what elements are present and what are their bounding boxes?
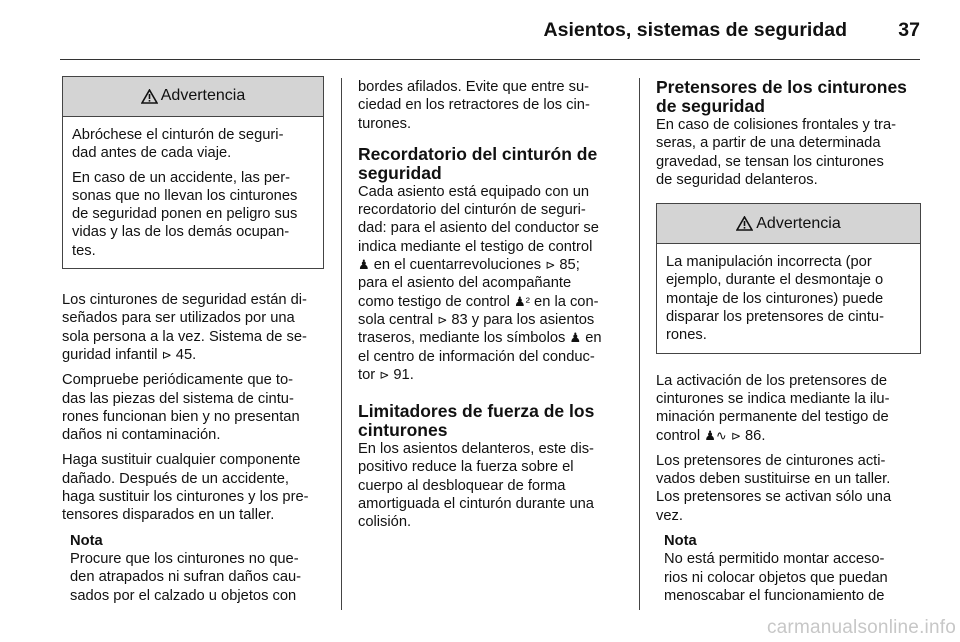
warning-body — [63, 117, 323, 268]
text-fragment: en — [585, 330, 602, 347]
text-line: para el asiento del acompañante — [358, 275, 572, 292]
text-line: En los asientos delanteros, este dis- — [358, 441, 594, 458]
text-line: dad: para el asiento del conductor se — [358, 220, 599, 237]
text-line: Los pretensores se activan sólo una — [656, 489, 892, 506]
heading-line: Recordatorio del cinturón de — [358, 143, 598, 164]
text-line: tes. — [72, 242, 96, 259]
text-line: Los cinturones de seguridad están di- — [62, 292, 307, 309]
section-heading — [656, 78, 921, 116]
text-line: La manipulación incorrecta (por — [666, 254, 872, 271]
text-line: ciedad en los retractores de los cin- — [358, 97, 590, 114]
text-line — [62, 346, 324, 364]
text-line: vez. — [656, 507, 683, 524]
text-line: indica mediante el testigo de control — [358, 238, 593, 255]
page-reference-link[interactable]: 85; — [559, 257, 580, 274]
note — [664, 532, 921, 605]
text-line: menoscabar el funcionamiento de — [664, 587, 885, 604]
text-line: sola persona a la vez. Sistema de se- — [62, 328, 307, 345]
column-divider — [639, 78, 640, 610]
body-paragraph — [358, 440, 622, 531]
text-line: cuerpo al desbloquear de forma — [358, 477, 566, 494]
text-fragment: tor — [358, 366, 376, 383]
watermark-logo: carmanualsonline.info — [766, 617, 956, 638]
body-paragraph — [656, 116, 921, 189]
column-2 — [358, 78, 622, 539]
page-reference-icon: ⊳ — [379, 367, 390, 382]
warning-box — [62, 76, 324, 269]
page-reference-icon: ⊳ — [161, 347, 172, 362]
heading-line: de seguridad — [656, 96, 765, 116]
column-1 — [62, 76, 324, 605]
text-line — [358, 293, 622, 311]
seatbelt-icon: ♟ — [358, 257, 370, 273]
text-fragment: traseros, mediante los símbolos — [358, 330, 566, 347]
text-line: de seguridad ponen en peligro sus — [72, 206, 298, 223]
text-line — [358, 256, 622, 274]
text-line: La activación de los pretensores de — [656, 372, 888, 389]
page-reference-link[interactable]: 91. — [393, 366, 414, 383]
column-divider — [341, 78, 342, 610]
text-line: colisión. — [358, 514, 412, 531]
text-line: seras, a partir de una determinada — [656, 135, 881, 152]
text-fragment: guridad infantil — [62, 346, 158, 363]
text-line: rones. — [666, 327, 707, 344]
body-paragraph — [62, 371, 324, 444]
text-line: tensores disparados en un taller. — [62, 507, 275, 524]
warning-body — [657, 244, 920, 352]
text-line — [358, 366, 622, 384]
warning-title: Advertencia — [756, 214, 841, 232]
note — [70, 532, 324, 605]
page-reference-icon: ⊳ — [730, 428, 741, 443]
text-line: sonas que no llevan los cinturones — [72, 187, 298, 204]
airbag-pretensioner-icon: ♟∿ — [704, 427, 727, 443]
warning-triangle-icon — [736, 216, 753, 231]
page-reference-icon: ⊳ — [545, 258, 556, 273]
warning-triangle-icon — [141, 89, 158, 104]
body-paragraph — [62, 451, 324, 524]
text-line: el centro de información del conduc- — [358, 348, 595, 365]
text-line: Cada asiento está equipado con un — [358, 183, 590, 200]
column-3 — [656, 78, 921, 605]
note-title: Nota — [664, 533, 697, 550]
text-line: gravedad, se tensan los cinturones — [656, 153, 884, 170]
text-line — [358, 329, 622, 347]
seatbelt-icon: ♟ — [569, 330, 582, 346]
body-paragraph — [656, 372, 921, 445]
warning-title: Advertencia — [160, 87, 246, 105]
text-line: minación permanente del testigo de — [656, 409, 889, 426]
text-fragment: en la con- — [534, 293, 599, 310]
text-line: dañado. Después de un accidente, — [62, 470, 290, 487]
text-line: cinturones se indica mediante la ilu- — [656, 390, 890, 407]
header-title: Asientos, sistemas de seguridad — [543, 19, 847, 41]
text-line: montaje de los cinturones) puede — [666, 290, 884, 307]
text-line: Abróchese el cinturón de seguri- — [72, 127, 284, 143]
warning-paragraph — [72, 169, 315, 260]
section-heading — [358, 402, 622, 440]
page-number: 37 — [898, 19, 920, 41]
text-line: daños ni contaminación. — [62, 427, 221, 444]
page-header — [0, 0, 960, 62]
text-line: Haga sustituir cualquier componente — [62, 452, 301, 469]
text-line — [358, 311, 622, 329]
warning-box — [656, 203, 921, 353]
text-line: En caso de un accidente, las per- — [72, 169, 290, 186]
page-reference-link[interactable]: 83 y para los asientos — [451, 311, 595, 328]
text-line: haga sustituir los cinturones y los pre- — [62, 489, 309, 506]
text-line: No está permitido montar acceso- — [664, 551, 885, 568]
text-line: de seguridad delanteros. — [656, 171, 818, 188]
text-fragment: control — [656, 427, 701, 444]
heading-line: seguridad — [358, 162, 442, 183]
text-line: bordes afilados. Evite que entre su- — [358, 79, 590, 95]
heading-line: cinturones — [358, 420, 448, 441]
text-fragment: como testigo de control — [358, 293, 510, 310]
warning-paragraph — [666, 253, 912, 344]
text-line: recordatorio del cinturón de seguri- — [358, 202, 586, 219]
seatbelt-passenger-icon: ♟² — [513, 293, 530, 309]
text-line: señados para ser utilizados por una — [62, 310, 295, 327]
text-line: Compruebe periódicamente que to- — [62, 372, 294, 389]
body-paragraph — [358, 183, 622, 384]
warning-header — [657, 204, 920, 244]
section-heading — [358, 145, 622, 183]
text-line: dad antes de cada viaje. — [72, 145, 232, 162]
page-reference-link[interactable]: 86. — [744, 427, 766, 444]
page-reference-icon: ⊳ — [437, 312, 448, 327]
text-line: rones funcionan bien y no presentan — [62, 408, 300, 425]
text-line — [656, 427, 921, 445]
text-line: vidas y las de los demás ocupan- — [72, 224, 290, 241]
text-line: ejemplo, durante el desmontaje o — [666, 272, 884, 289]
text-fragment: en el cuentarrevoluciones — [373, 257, 542, 274]
text-line: turones. — [358, 115, 412, 132]
body-paragraph — [358, 78, 622, 133]
text-line: das las piezas del sistema de cintu- — [62, 390, 294, 407]
warning-header — [63, 77, 323, 117]
body-paragraph — [62, 291, 324, 364]
text-line: vados deben sustituirse en un taller. — [656, 471, 891, 488]
text-fragment: sola central — [358, 311, 434, 328]
text-line: den atrapados ni sufran daños cau- — [70, 569, 302, 586]
page-reference-link[interactable]: 45. — [175, 346, 197, 363]
text-line: En caso de colisiones frontales y tra- — [656, 117, 897, 133]
text-line: sados por el calzado u objetos con — [70, 587, 297, 604]
text-line: amortiguada el cinturón durante una — [358, 496, 594, 513]
body-paragraph — [656, 452, 921, 525]
heading-line: Pretensores de los cinturones — [656, 77, 907, 97]
warning-paragraph — [72, 126, 315, 163]
heading-line: Limitadores de fuerza de los — [358, 401, 595, 422]
text-line: disparar los pretensores de cintu- — [666, 309, 884, 326]
note-title: Nota — [70, 532, 103, 549]
text-line: Los pretensores de cinturones acti- — [656, 452, 886, 469]
header-rule — [60, 59, 920, 60]
text-line: Procure que los cinturones no que- — [70, 550, 299, 567]
text-line: rios ni colocar objetos que puedan — [664, 569, 888, 586]
text-line: positivo reduce la fuerza sobre el — [358, 459, 574, 476]
